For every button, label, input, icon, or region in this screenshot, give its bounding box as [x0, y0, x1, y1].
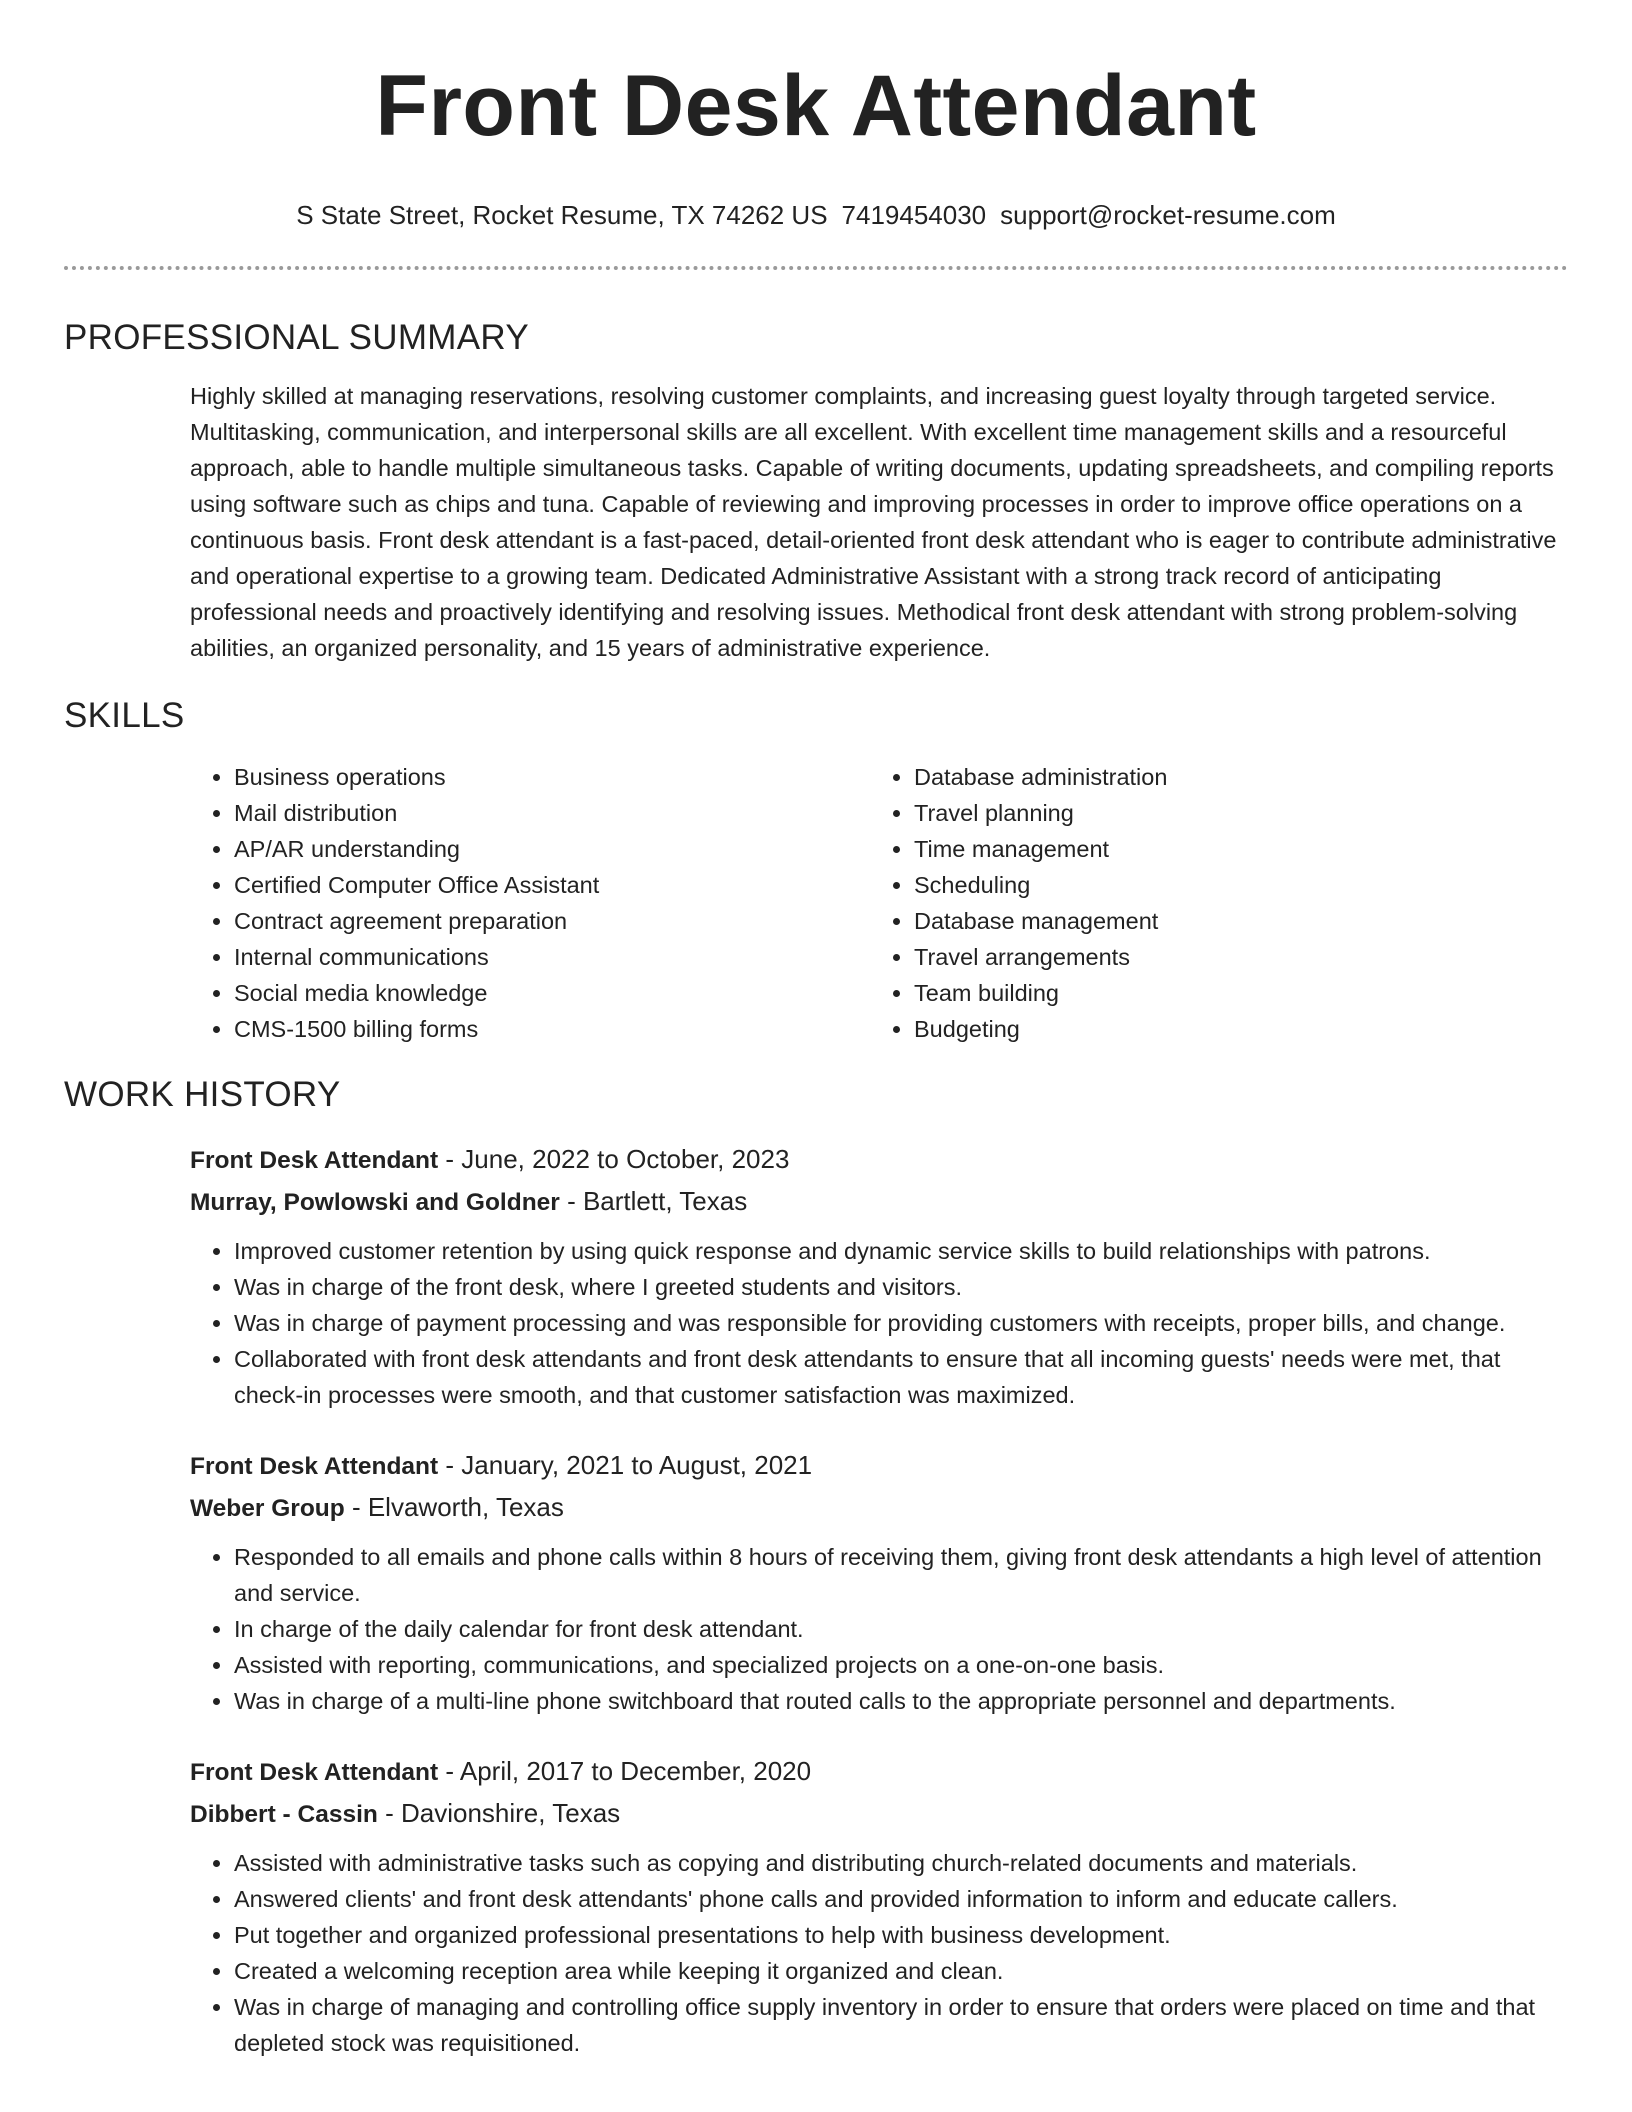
job-duties [190, 1539, 1568, 1719]
skill-item: • Database management [914, 903, 1167, 939]
job-dates: - June, 2022 to October, 2023 [438, 1144, 790, 1174]
job-location: - Davionshire, Texas [377, 1798, 621, 1828]
skill-item: • AP/AR understanding [234, 831, 870, 867]
skill-item: • Team building [914, 975, 1167, 1011]
skill-item: • Database administration [914, 759, 1167, 795]
skill-item: • Contract agreement preparation [234, 903, 870, 939]
job-duties [190, 1233, 1568, 1413]
job-company: Weber Group [190, 1495, 345, 1522]
duty-item: • Collaborated with front desk attendants and front desk attendants to ensure that all incoming guests' needs were met, that check-in processes were smooth, and that customer satisfaction was maximized. [234, 1341, 1568, 1413]
resume-name-title: Front Desk Attendant [375, 58, 1257, 154]
duty-item: • In charge of the daily calendar for front desk attendant. [234, 1611, 1568, 1647]
skill-item: • Time management [914, 831, 1167, 867]
job-title-line [190, 1447, 1568, 1485]
job-role: Front Desk Attendant [190, 1759, 439, 1786]
duty-item: • Improved customer retention by using quick response and dynamic service skills to build relationships with patrons. [234, 1233, 1568, 1269]
summary-paragraph: Highly skilled at managing reservations, resolving customer complaints, and increasing guest loyalty through targeted service. Multitasking, communication, and interpersonal skills are all excellent. With excellent time management skills and a resourceful approach, able to handle multiple simultaneous tasks. Capable of writing documents, updating spreadsheets, and compiling reports using software such as chips and tuna. Capable of reviewing and improving processes in order to improve office operations on a continuous basis. Front desk attendant is a fast-paced, detail-oriented front desk attendant who is eager to contribute administrative and operational expertise to a growing team. Dedicated Administrative Assistant with a strong track record of anticipating professional needs and proactively identifying and resolving issues. Methodical front desk attendant with strong problem-solving abilities, an organized personality, and 15 years of administrative experience. [190, 383, 1557, 661]
skill-item: • Internal communications [234, 939, 870, 975]
skill-item: • Budgeting [914, 1011, 1167, 1047]
header-divider [64, 266, 1568, 270]
resume-page [64, 0, 1568, 2061]
skill-item: • Travel planning [914, 795, 1167, 831]
job-title-line [190, 1753, 1568, 1791]
skills-list [190, 759, 1568, 1047]
job-role: Front Desk Attendant [190, 1453, 439, 1480]
job-company-line [190, 1795, 1568, 1833]
job-company: Dibbert - Cassin [190, 1801, 378, 1828]
job-title-line [190, 1141, 1568, 1179]
skill-item: • Social media knowledge [234, 975, 870, 1011]
contact-email: support@rocket-resume.com [1000, 200, 1336, 230]
job-entry [190, 1141, 1568, 1413]
skill-item: • Business operations [234, 759, 870, 795]
job-entry [190, 1753, 1568, 2061]
duty-item: • Responded to all emails and phone calls within 8 hours of receiving them, giving front desk attendants a high level of attention and service. [234, 1539, 1568, 1611]
skill-item: • Mail distribution [234, 795, 870, 831]
contact-address: S State Street, Rocket Resume, TX 74262 US [296, 200, 828, 230]
job-duties [190, 1845, 1568, 2061]
duty-item: • Answered clients' and front desk attendants' phone calls and provided information to inform and educate callers. [234, 1881, 1568, 1917]
job-dates: - January, 2021 to August, 2021 [438, 1450, 813, 1480]
skills-column-right [870, 759, 1167, 1047]
work-history-heading: WORK HISTORY [64, 1075, 341, 1114]
skill-item: • Scheduling [914, 867, 1167, 903]
skill-item: • Travel arrangements [914, 939, 1167, 975]
skills-heading: SKILLS [64, 696, 185, 735]
duty-item: • Put together and organized professional presentations to help with business development. [234, 1917, 1568, 1953]
contact-line [64, 198, 1568, 232]
duty-item: • Created a welcoming reception area while keeping it organized and clean. [234, 1953, 1568, 1989]
duty-item: • Was in charge of payment processing and was responsible for providing customers with receipts, proper bills, and change. [234, 1305, 1568, 1341]
job-location: - Elvaworth, Texas [344, 1492, 564, 1522]
job-dates: - April, 2017 to December, 2020 [438, 1756, 812, 1786]
job-role: Front Desk Attendant [190, 1147, 439, 1174]
duty-item: • Assisted with reporting, communications, and specialized projects on a one-on-one basis. [234, 1647, 1568, 1683]
job-entry [190, 1447, 1568, 1719]
job-location: - Bartlett, Texas [559, 1186, 748, 1216]
skills-column-left [190, 759, 870, 1047]
summary-heading: PROFESSIONAL SUMMARY [64, 318, 529, 357]
job-company-line [190, 1183, 1568, 1221]
job-company-line [190, 1489, 1568, 1527]
duty-item: • Assisted with administrative tasks such as copying and distributing church-related documents and materials. [234, 1845, 1568, 1881]
skill-item: • CMS-1500 billing forms [234, 1011, 870, 1047]
duty-item: • Was in charge of a multi-line phone switchboard that routed calls to the appropriate personnel and departments. [234, 1683, 1568, 1719]
contact-phone: 7419454030 [841, 200, 987, 230]
duty-item: • Was in charge of the front desk, where I greeted students and visitors. [234, 1269, 1568, 1305]
duty-item: • Was in charge of managing and controlling office supply inventory in order to ensure that orders were placed on time and that depleted stock was requisitioned. [234, 1989, 1568, 2061]
skill-item: • Certified Computer Office Assistant [234, 867, 870, 903]
job-company: Murray, Powlowski and Goldner [190, 1189, 560, 1216]
